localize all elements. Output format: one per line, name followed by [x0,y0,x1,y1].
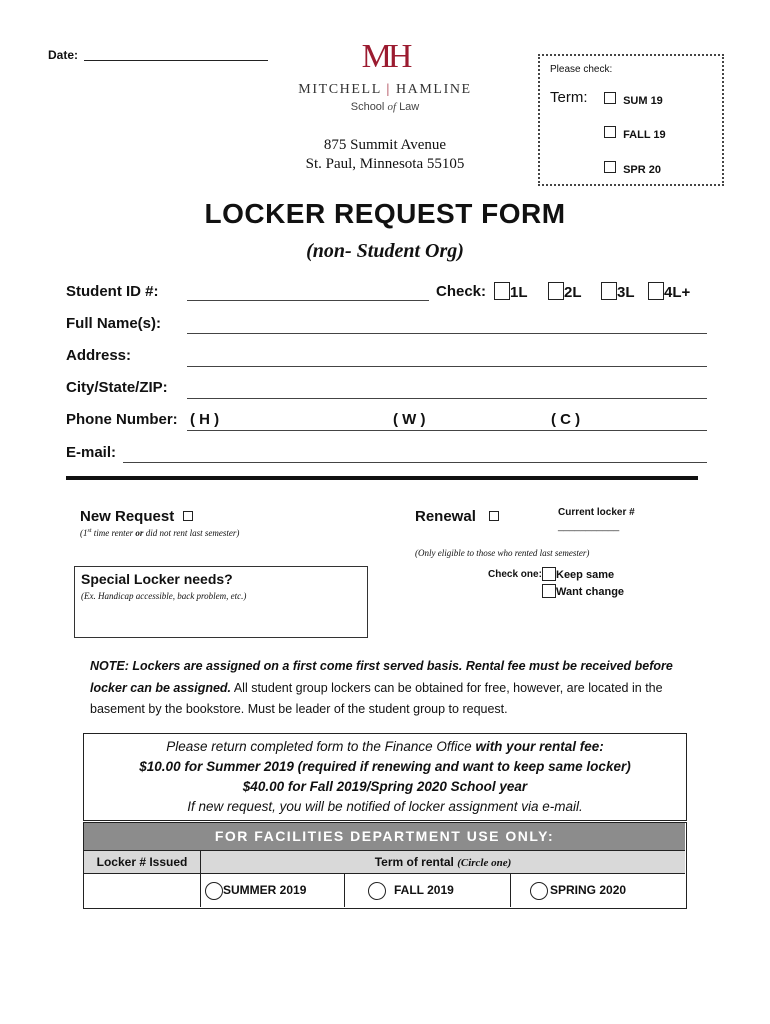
school-logo [280,40,490,113]
term-option-fall19[interactable] [604,126,666,141]
term-option-label: SPR 20 [623,164,661,176]
term-label: FALL 2019 [394,883,454,897]
checkbox-icon[interactable] [489,511,499,521]
special-needs-note: (Ex. Handicap accessible, back problem, etc.) [81,591,247,601]
date-input-line[interactable] [84,60,268,61]
full-name-input[interactable] [187,333,707,334]
term-option-label: FALL 19 [623,129,666,141]
student-id-label: Student ID #: [66,283,159,300]
phone-work-label: ( W ) [393,411,426,428]
phone-home-label: ( H ) [190,411,220,428]
checkbox-icon[interactable] [183,511,193,521]
locker-issued-cell[interactable] [84,874,201,907]
return-instructions-box [83,733,687,821]
check-label: Check: [436,283,487,300]
checkbox-icon[interactable] [604,92,616,104]
year-3l[interactable] [601,282,635,301]
return-line1-a: Please return completed form to the Finance Office [166,739,476,754]
term-box [538,54,724,186]
logo-name-right: HAMLINE [395,82,472,97]
address-input[interactable] [187,366,707,367]
renewal-label: Renewal [415,508,476,525]
checkbox-icon[interactable] [542,584,556,598]
circle-one-label: (Circle one) [457,857,512,869]
return-line1-b: with your rental fee: [475,739,604,754]
note-part: (1 [80,528,88,538]
checkbox-icon[interactable] [548,282,564,300]
term-spring-2020[interactable] [512,874,685,907]
note-or: or [135,528,144,538]
section-divider [66,476,698,480]
year-label: 3L [617,284,635,301]
address-line1: 875 Summit Avenue [323,137,447,153]
current-locker-input[interactable]: ___________ [558,521,620,532]
form-subtitle: (non- Student Org) [306,240,464,262]
city-input[interactable] [187,398,707,399]
address-label: Address: [66,347,132,364]
full-name-label: Full Name(s): [66,315,162,332]
new-request-label: New Request [80,508,175,525]
note-regular: All student group lockers can be obtained for free, however, are located in the basement by the bookstore. Must be leader of the student group to request. [90,680,663,716]
logo-name-left: MITCHELL [298,82,382,97]
logo-sub-a: School [350,101,385,113]
keep-same-option[interactable] [542,567,614,581]
logo-sub-b: Law [399,101,420,113]
new-request-note [80,528,239,538]
phone-cell-label: ( C ) [551,411,581,428]
email-input[interactable] [123,462,707,463]
year-label: 1L [510,284,528,301]
term-option-sum19[interactable] [604,92,663,107]
note-paragraph [90,656,690,721]
term-label: SUMMER 2019 [223,883,307,897]
term-fall-2019[interactable] [346,874,511,907]
note-part: did not rent last semester) [143,528,240,538]
checkbox-icon[interactable] [542,567,556,581]
address-line2: St. Paul, Minnesota 55105 [305,156,465,172]
school-address [270,136,500,174]
return-line4: If new request, you will be notified of locker assignment via e-mail. [187,799,583,814]
email-label: E-mail: [66,444,117,461]
checkbox-icon[interactable] [601,282,617,300]
form-title: LOCKER REQUEST FORM [204,198,566,229]
checkbox-icon[interactable] [648,282,664,300]
checkbox-icon[interactable] [604,161,616,173]
want-change-option[interactable] [542,584,624,598]
date-field [48,48,78,62]
locker-issued-header: Locker # Issued [84,851,201,874]
note-bold: NOTE: Lockers are assigned on a first come first served basis. Rental fee must be received before locker can be assigned. [90,659,673,695]
student-id-input[interactable] [187,300,429,301]
check-one-label: Check one: [488,569,542,580]
year-4lplus[interactable] [648,282,690,301]
checkbox-icon[interactable] [604,126,616,138]
term-option-label: SUM 19 [623,95,663,107]
logo-mark: MH [361,38,409,75]
radio-circle-icon[interactable] [368,882,386,900]
return-line2: $10.00 for Summer 2019 (required if renewing and want to keep same locker) [139,759,631,774]
term-rental-label: Term of rental [374,855,454,869]
new-request-option[interactable] [80,508,193,525]
special-needs-box[interactable] [74,566,368,638]
year-label: 4L+ [664,284,691,301]
want-change-label: Want change [556,586,625,598]
date-label: Date: [48,48,79,62]
radio-circle-icon[interactable] [530,882,548,900]
radio-circle-icon[interactable] [205,882,223,900]
logo-subtitle [280,101,490,113]
year-label: 2L [564,284,582,301]
note-sup: st [87,528,92,534]
facilities-table [83,822,687,909]
special-needs-title: Special Locker needs? [81,571,233,587]
year-2l[interactable] [548,282,582,301]
logo-name: MITCHELL | HAMLINE [298,82,472,97]
phone-label: Phone Number: [66,411,178,428]
city-label: City/State/ZIP: [66,379,168,396]
year-1l[interactable] [494,282,528,301]
phone-input[interactable] [187,430,707,431]
return-line1 [84,737,686,757]
facilities-header: FOR FACILITIES DEPARTMENT USE ONLY: [84,823,685,851]
renewal-option[interactable] [415,508,499,525]
renewal-note: (Only eligible to those who rented last semester) [415,548,590,558]
note-part: time renter [91,528,136,538]
term-label: SPRING 2020 [550,883,627,897]
current-locker-label: Current locker # [558,507,635,518]
please-check-label: Please check: [550,64,613,75]
term-summer-2019[interactable] [201,874,345,907]
term-label: Term: [550,89,588,106]
keep-same-label: Keep same [556,569,615,581]
logo-sub-of: of [387,101,396,113]
term-option-spr20[interactable] [604,161,661,176]
term-rental-header [201,851,685,874]
checkbox-icon[interactable] [494,282,510,300]
return-line3: $40.00 for Fall 2019/Spring 2020 School year [242,779,528,794]
